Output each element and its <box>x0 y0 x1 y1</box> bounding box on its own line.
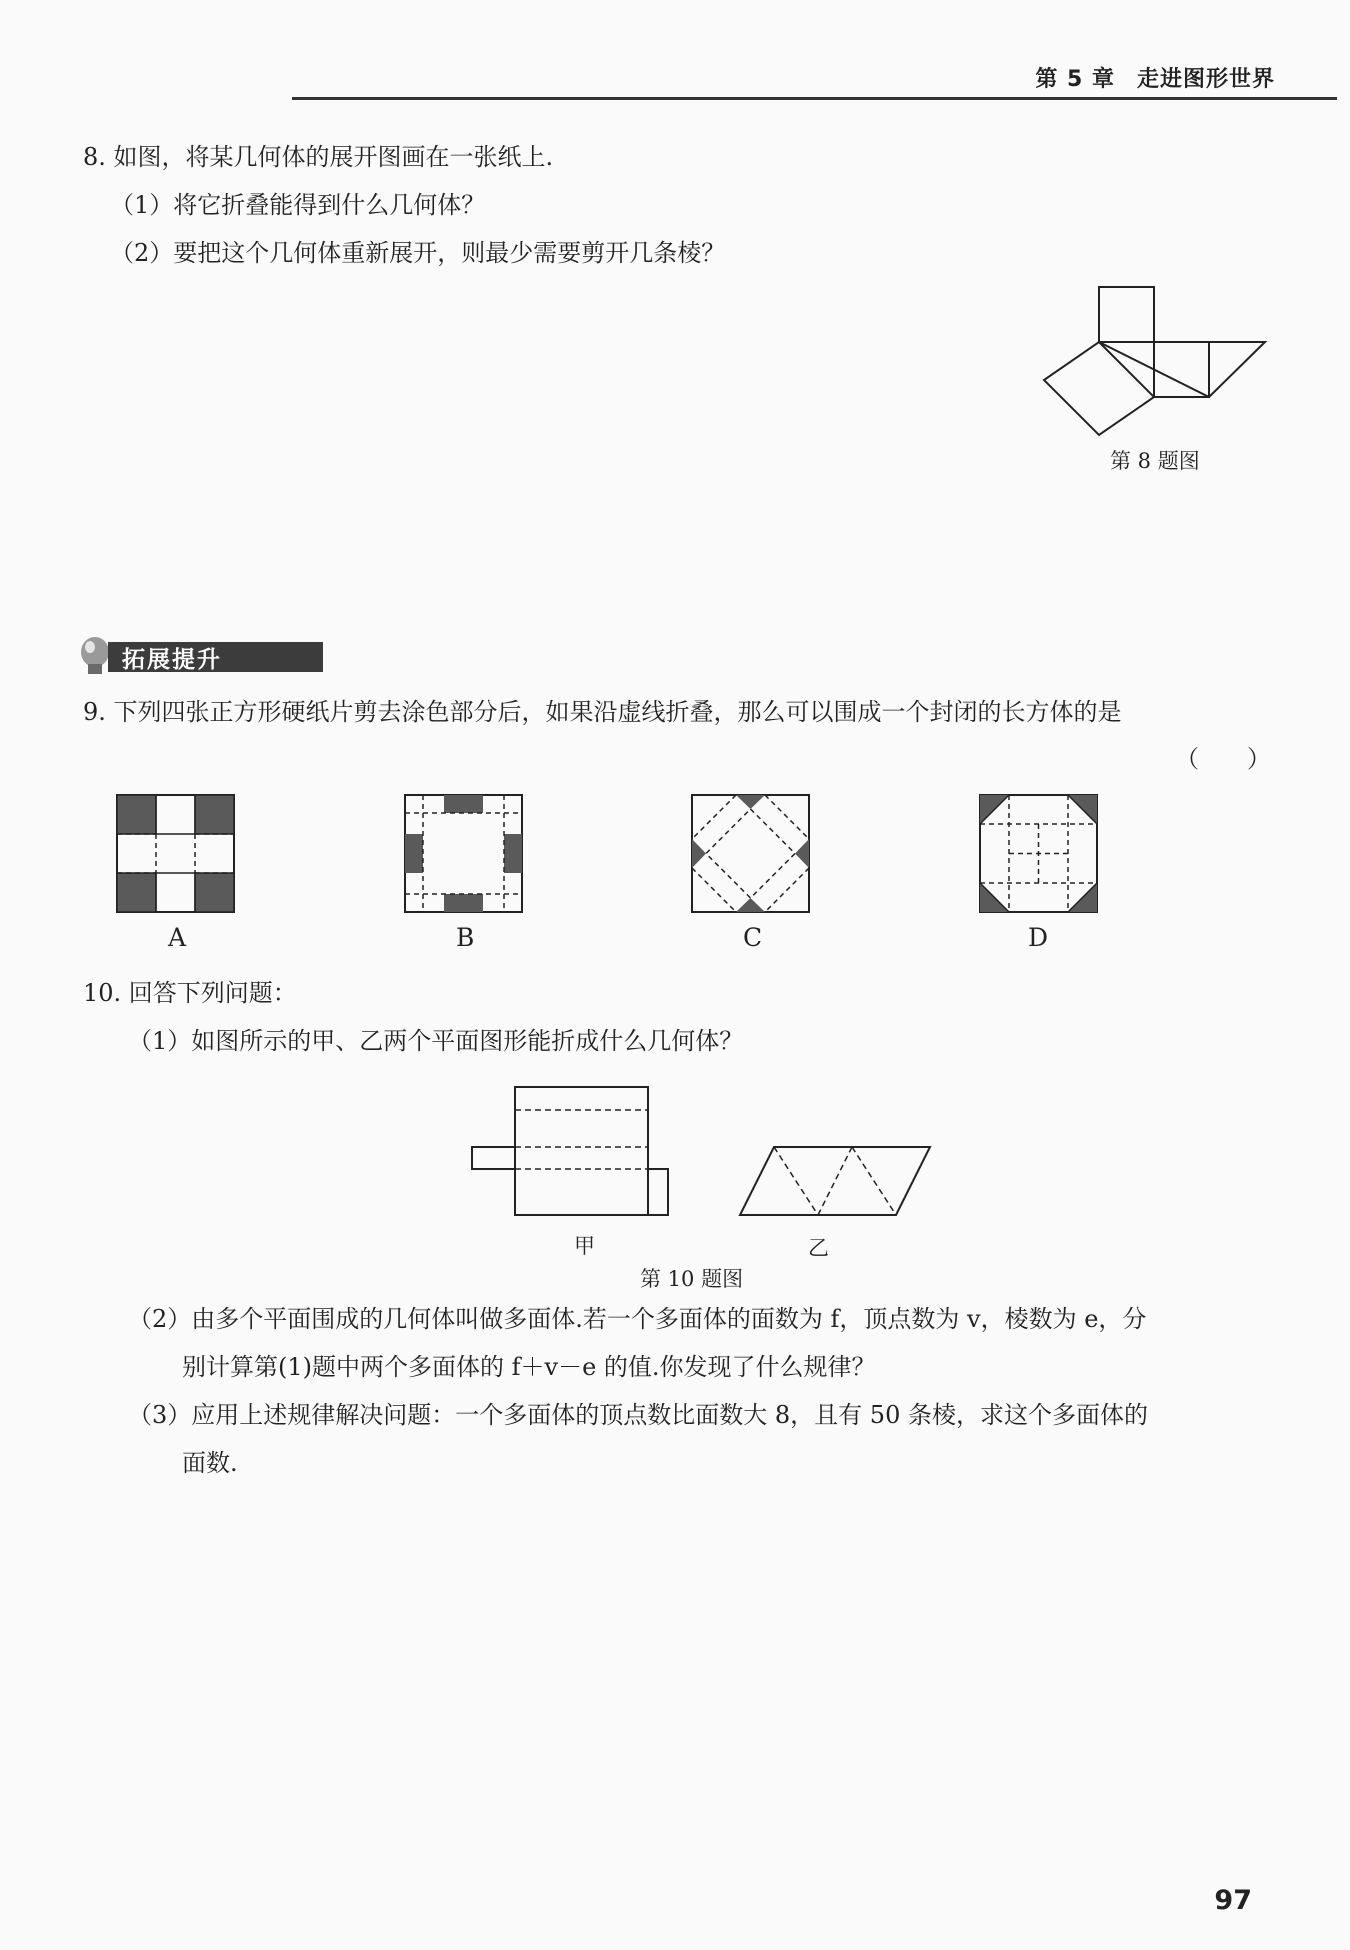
q10-sub1: （1）如图所示的甲、乙两个平面图形能折成什么几何体？ <box>128 1027 744 1055</box>
option-b-figure <box>405 795 522 912</box>
q8-net-figure <box>1050 285 1270 445</box>
q9-stem: 9. 下列四张正方形硬纸片剪去涂色部分后，如果沿虚线折叠，那么可以围成一个封闭的长方体的是 <box>83 698 1122 726</box>
q10-stem: 10. 回答下列问题： <box>83 979 297 1007</box>
option-d-figure <box>980 795 1097 912</box>
page-number: 97 <box>1214 1885 1252 1916</box>
q8-stem: 8. 如图，将某几何体的展开图画在一张纸上. <box>83 143 554 171</box>
q10-figure-a <box>470 1085 670 1217</box>
option-a-figure <box>117 795 234 912</box>
q10-sub3-line1: （3）应用上述规律解决问题：一个多面体的顶点数比面数大 8，且有 50 条棱，求这个多面体的 <box>128 1401 1148 1429</box>
chapter-header <box>1035 62 1275 93</box>
q10-sub2-line2: 别计算第(1)题中两个多面体的 f＋v－e 的值.你发现了什么规律？ <box>182 1353 876 1381</box>
header-rule <box>292 97 1337 100</box>
q10-label-b: 乙 <box>808 1236 829 1260</box>
option-b-label: B <box>456 923 475 952</box>
q8-caption: 第 8 题图 <box>1110 449 1200 473</box>
q10-figure-b <box>738 1145 934 1217</box>
q8-sub2: （2）要把这个几何体重新展开，则最少需要剪开几条棱？ <box>110 239 726 267</box>
option-c-label: C <box>743 923 763 952</box>
lightbulb-icon <box>78 636 112 678</box>
q10-label-a: 甲 <box>574 1234 595 1258</box>
q9-answer-bracket: （ ） <box>1175 745 1271 773</box>
q10-sub2-line1: （2）由多个平面围成的几何体叫做多面体.若一个多面体的面数为 f，顶点数为 v，棱数为 e，分 <box>128 1305 1147 1333</box>
q10-caption: 第 10 题图 <box>640 1267 744 1291</box>
chapter-title: 走进图形世界 <box>1136 67 1275 92</box>
q10-sub3-line2: 面数. <box>182 1449 238 1477</box>
section-label: 拓展提升 <box>122 647 222 673</box>
chapter-number: 第 5 章 <box>1035 67 1115 92</box>
option-c-figure <box>692 795 809 912</box>
option-d-label: D <box>1028 923 1049 952</box>
q8-sub1: （1）将它折叠能得到什么几何体？ <box>110 191 486 219</box>
option-a-label: A <box>168 923 187 952</box>
